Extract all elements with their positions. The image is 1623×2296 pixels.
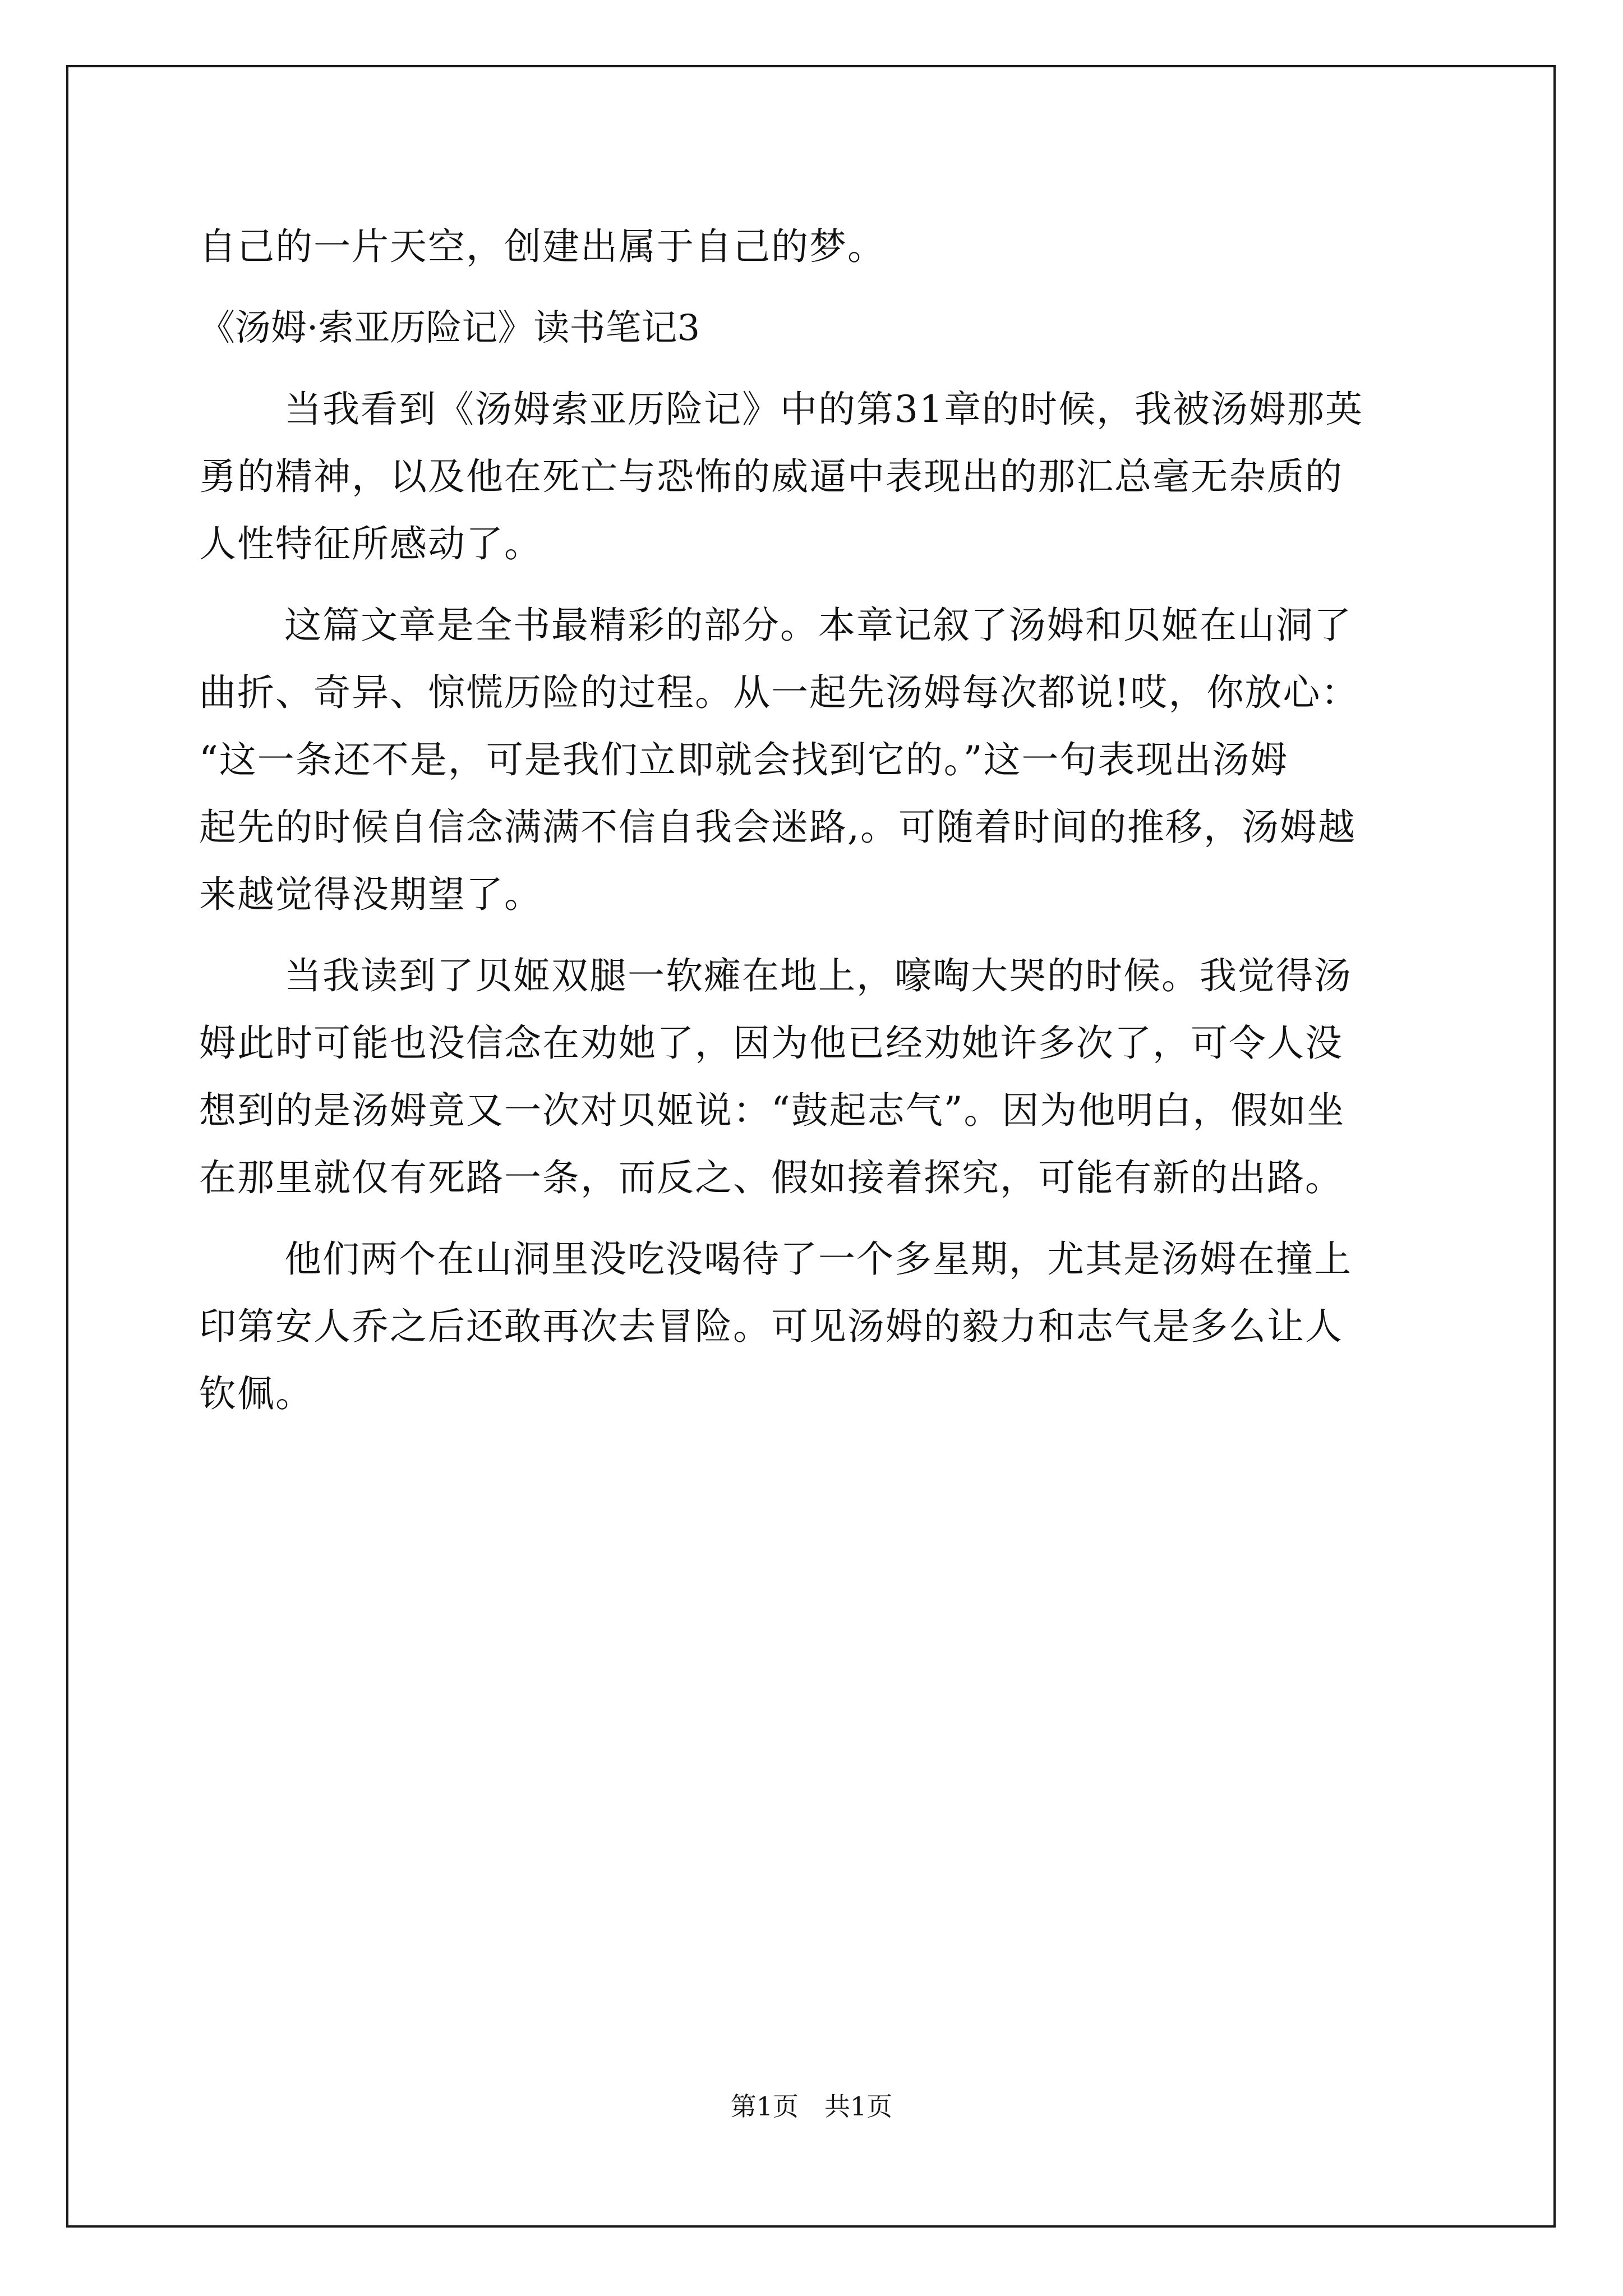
paragraph-line: 曲折、奇异、惊慌历险的过程。从一起先汤姆每次都说!哎，你放心：: [199, 671, 1359, 714]
paragraph-3: [199, 942, 1433, 1212]
document-body: [199, 213, 1433, 1428]
section-heading: 《汤姆·索亚历险记》读书笔记3: [199, 307, 700, 349]
paragraph-line: 在那里就仅有死路一条，而反之、假如接着探究，可能有新的出路。: [199, 1156, 1343, 1199]
paragraph-line: 当我看到《汤姆索亚历险记》中的第31章的时候，我被汤姆那英: [284, 388, 1363, 431]
paragraph-line: 姆此时可能也没信念在劝她了，因为他已经劝她许多次了，可令人没: [199, 1022, 1343, 1065]
paragraph-1: [199, 376, 1433, 578]
paragraph-line: 来越觉得没期望了。: [199, 873, 542, 916]
paragraph-4: [199, 1226, 1433, 1428]
paragraph-line: “这一条还不是，可是我们立即就会找到它的。”这一句表现出汤姆: [199, 738, 1289, 781]
paragraph-line: 钦佩。: [199, 1372, 313, 1415]
paragraph-line: 起先的时候自信念满满不信自我会迷路,。可随着时间的推移，汤姆越: [199, 806, 1356, 849]
paragraph-line: 这篇文章是全书最精彩的部分。本章记叙了汤姆和贝姬在山洞了: [284, 604, 1352, 647]
paragraph-line: 他们两个在山洞里没吃没喝待了一个多星期，尤其是汤姆在撞上: [284, 1237, 1352, 1281]
paragraph-line: 勇的精神，以及他在死亡与恐怖的威逼中表现出的那汇总毫无杂质的: [199, 455, 1343, 498]
paragraph-line: 想到的是汤姆竟又一次对贝姬说：“鼓起志气”。因为他明白，假如坐: [199, 1089, 1345, 1132]
paragraph-line: 人性特征所感动了。: [199, 522, 542, 565]
paragraph-2: [199, 592, 1433, 928]
page-footer: 第1页 共1页: [730, 2091, 893, 2122]
paragraph-line: 印第安人乔之后还敢再次去冒险。可见汤姆的毅力和志气是多么让人: [199, 1305, 1343, 1348]
paragraph-line: 当我读到了贝姬双腿一软瘫在地上，嚎啕大哭的时候。我觉得汤: [284, 954, 1352, 997]
intro-line: 自己的一片天空，创建出属于自己的梦。: [199, 225, 886, 268]
